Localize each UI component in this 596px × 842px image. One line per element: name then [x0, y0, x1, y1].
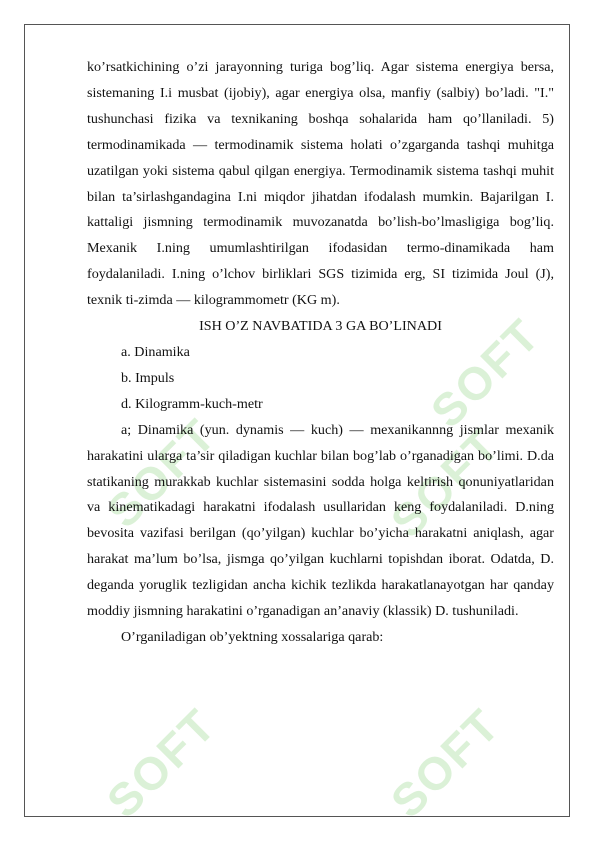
document-body: [87, 55, 554, 651]
list-item-d: d. Kilogramm-kuch-metr: [121, 395, 263, 412]
paragraph-dinamika: a; Dinamika (yun. dynamis — kuch) — mexanikannng jismlar mexanik harakatini ularga ta’sir qiladigan kuchlar bilan bog’lab o’rganadigan bo’limi. D.da statikaning murakkab kuchlar sistemasini sodda holga keltirish qonuniyatlaridan va kinematikadagi harakatni ifodalash usullaridan keng foydalaniladi. D.ning bevosita vazifasi berilgan (qo’yilgan) kuchlar bo’yicha harakatni aniqlash, agar harakat ma’lum bo’lsa, jismga qo’yilgan kuchlarni topishdan iborat. Odatda, D. deganda yoruglik tezligidan ancha kichik tezlikda harakatlanayotgan har qanday moddiy jismning harakatini o’rganadigan an’anaviy (klassik) D. tushuniladi.: [87, 421, 554, 620]
watermark-bottom-left: SOFT: [96, 698, 226, 828]
paragraph-classification: O’rganiladigan ob’yektning xossalariga qarab:: [121, 628, 384, 645]
section-heading: ISH O’Z NAVBATIDA 3 GA BO’LINADI: [199, 318, 442, 335]
watermark-top-right: SOFT: [420, 308, 550, 438]
watermark-middle-left: SOFT: [96, 408, 226, 538]
paragraph-intro: ko’rsatkichining o’zi jarayonning turiga bog’liq. Agar sistema energiya bersa, sistemaning I.i musbat (ijobiy), agar energiya olsa, manfiy (salbiy) bo’ladi. "I." tushunchasi fizika va texnikaning boshqa sohalarida ham qo’llaniladi. 5) termodinamikada — termodinamik sistema holati o’zgarganda tashqi muhitga uzatilgan yoki sistema qabul qilgan energiya. Termodinamik sistema tashqi muhit bilan ta’sirlashgandagina I.ni miqdor jihatdan ifodalash mumkin. Bajarilgan I. kattaligi jismning termodinamik muvozanatda bo’lish-bo’lmasligiga bog’liq. Mexanik I.ning umumlashtirilgan ifodasidan termo-dinamikada ham foydalaniladi. I.ning o’lchov birliklari SGS tizimida erg, SI tizimida Joul (J), texnik ti-zimda — kilogrammometr (KG m).: [87, 59, 554, 309]
list-item-a: a. Dinamika: [121, 343, 190, 360]
watermark-middle-right: SOFT: [380, 418, 510, 548]
watermark-bottom-right: SOFT: [380, 698, 510, 828]
list-item-b: b. Impuls: [121, 369, 175, 386]
